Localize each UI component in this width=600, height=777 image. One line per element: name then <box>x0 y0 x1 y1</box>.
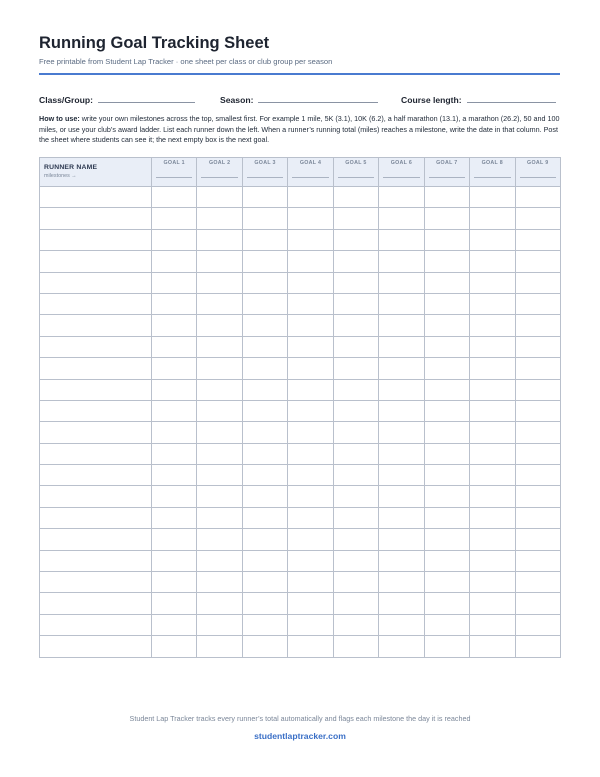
goal-date-cell[interactable] <box>242 443 287 464</box>
goal-date-cell[interactable] <box>152 614 197 635</box>
goal-date-cell[interactable] <box>515 400 561 421</box>
goal-date-cell[interactable] <box>515 251 561 272</box>
goal-date-cell[interactable] <box>242 572 287 593</box>
goal-date-cell[interactable] <box>197 358 242 379</box>
goal-milestone-blank[interactable] <box>429 177 465 178</box>
table-body <box>40 187 561 658</box>
goal-date-cell[interactable] <box>333 550 378 571</box>
goal-date-cell[interactable] <box>470 465 515 486</box>
goal-label: GOAL 2 <box>208 160 231 166</box>
goal-date-cell[interactable] <box>242 422 287 443</box>
goal-header-5 <box>333 158 378 187</box>
goal-date-cell[interactable] <box>379 636 424 657</box>
goal-date-cell[interactable] <box>197 614 242 635</box>
page-title: Running Goal Tracking Sheet <box>39 34 270 52</box>
runner-name-cell[interactable] <box>40 272 152 293</box>
goal-date-cell[interactable] <box>197 336 242 357</box>
goal-header-3 <box>242 158 287 187</box>
goal-date-cell[interactable] <box>152 486 197 507</box>
goal-date-cell[interactable] <box>424 400 469 421</box>
runner-name-label: RUNNER NAME <box>44 164 98 171</box>
goal-date-cell[interactable] <box>288 636 333 657</box>
goal-date-cell[interactable] <box>515 208 561 229</box>
goal-date-cell[interactable] <box>288 336 333 357</box>
goal-header-7 <box>424 158 469 187</box>
table-row <box>40 379 561 400</box>
goal-date-cell[interactable] <box>333 507 378 528</box>
goal-date-cell[interactable] <box>333 293 378 314</box>
goal-date-cell[interactable] <box>379 187 424 208</box>
goal-date-cell[interactable] <box>515 465 561 486</box>
goal-date-cell[interactable] <box>333 315 378 336</box>
goal-date-cell[interactable] <box>152 251 197 272</box>
goal-date-cell[interactable] <box>379 465 424 486</box>
goal-date-cell[interactable] <box>379 251 424 272</box>
goal-date-cell[interactable] <box>242 336 287 357</box>
goal-date-cell[interactable] <box>470 315 515 336</box>
goal-date-cell[interactable] <box>379 550 424 571</box>
goal-date-cell[interactable] <box>197 272 242 293</box>
goal-date-cell[interactable] <box>470 208 515 229</box>
table-row <box>40 315 561 336</box>
goal-milestone-blank[interactable] <box>383 177 419 178</box>
course-length-blank <box>467 93 556 103</box>
goal-date-cell[interactable] <box>242 636 287 657</box>
goal-date-cell[interactable] <box>333 486 378 507</box>
table-row <box>40 422 561 443</box>
goal-date-cell[interactable] <box>242 315 287 336</box>
table-row <box>40 336 561 357</box>
goal-header-9 <box>515 158 561 187</box>
goal-date-cell[interactable] <box>197 208 242 229</box>
season-blank <box>258 93 378 103</box>
goal-date-cell[interactable] <box>152 529 197 550</box>
goal-date-cell[interactable] <box>424 465 469 486</box>
goal-date-cell[interactable] <box>152 272 197 293</box>
goal-label: GOAL 1 <box>163 160 185 166</box>
goal-date-cell[interactable] <box>288 550 333 571</box>
goal-date-cell[interactable] <box>197 572 242 593</box>
goal-date-cell[interactable] <box>424 251 469 272</box>
goal-label: GOAL 4 <box>299 160 322 166</box>
goal-date-cell[interactable] <box>197 251 242 272</box>
table-row <box>40 507 561 528</box>
goal-date-cell[interactable] <box>470 336 515 357</box>
goal-date-cell[interactable] <box>515 486 561 507</box>
goal-date-cell[interactable] <box>152 422 197 443</box>
goal-date-cell[interactable] <box>515 614 561 635</box>
goal-date-cell[interactable] <box>515 529 561 550</box>
table-row <box>40 272 561 293</box>
goal-date-cell[interactable] <box>515 293 561 314</box>
runner-name-cell[interactable] <box>40 422 152 443</box>
goal-header-2 <box>197 158 242 187</box>
goal-date-cell[interactable] <box>424 550 469 571</box>
goal-header-4 <box>288 158 333 187</box>
table-row <box>40 529 561 550</box>
goal-date-cell[interactable] <box>288 208 333 229</box>
goal-date-cell[interactable] <box>197 315 242 336</box>
goal-date-cell[interactable] <box>515 593 561 614</box>
table-row <box>40 550 561 571</box>
goal-date-cell[interactable] <box>379 379 424 400</box>
goal-date-cell[interactable] <box>470 293 515 314</box>
goal-milestone-blank[interactable] <box>201 177 237 178</box>
goal-date-cell[interactable] <box>424 379 469 400</box>
goal-date-cell[interactable] <box>152 187 197 208</box>
goal-date-cell[interactable] <box>242 379 287 400</box>
goal-date-cell[interactable] <box>152 336 197 357</box>
table-row <box>40 636 561 657</box>
goal-date-cell[interactable] <box>333 208 378 229</box>
goal-date-cell[interactable] <box>288 486 333 507</box>
class-group-blank <box>98 93 195 103</box>
runner-name-cell[interactable] <box>40 251 152 272</box>
runner-name-cell[interactable] <box>40 315 152 336</box>
goal-date-cell[interactable] <box>424 636 469 657</box>
goal-date-cell[interactable] <box>470 400 515 421</box>
goal-date-cell[interactable] <box>379 529 424 550</box>
goal-date-cell[interactable] <box>288 443 333 464</box>
goal-date-cell[interactable] <box>288 572 333 593</box>
goal-header-1 <box>152 158 197 187</box>
goal-date-cell[interactable] <box>379 486 424 507</box>
table-row <box>40 293 561 314</box>
season-label: Season: <box>220 95 254 105</box>
goal-date-cell[interactable] <box>288 507 333 528</box>
goal-date-cell[interactable] <box>242 229 287 250</box>
table-row <box>40 229 561 250</box>
goal-date-cell[interactable] <box>333 529 378 550</box>
goal-date-cell[interactable] <box>424 507 469 528</box>
goal-date-cell[interactable] <box>197 636 242 657</box>
goal-date-cell[interactable] <box>288 465 333 486</box>
goal-date-cell[interactable] <box>515 187 561 208</box>
goal-milestone-blank[interactable] <box>520 177 557 178</box>
goal-milestone-blank[interactable] <box>156 177 192 178</box>
table-row <box>40 208 561 229</box>
goal-milestone-blank[interactable] <box>292 177 328 178</box>
goal-date-cell[interactable] <box>152 293 197 314</box>
goal-header-8 <box>470 158 515 187</box>
table-row <box>40 593 561 614</box>
goal-milestone-blank[interactable] <box>247 177 283 178</box>
goal-header-6 <box>379 158 424 187</box>
goal-date-cell[interactable] <box>333 272 378 293</box>
goal-date-cell[interactable] <box>379 614 424 635</box>
goal-milestone-blank[interactable] <box>338 177 374 178</box>
goal-date-cell[interactable] <box>424 358 469 379</box>
goal-label: GOAL 5 <box>345 160 367 166</box>
goal-date-cell[interactable] <box>288 422 333 443</box>
goal-date-cell[interactable] <box>515 443 561 464</box>
runner-name-cell[interactable] <box>40 400 152 421</box>
goal-date-cell[interactable] <box>333 593 378 614</box>
goal-date-cell[interactable] <box>424 208 469 229</box>
goal-date-cell[interactable] <box>470 229 515 250</box>
table-row <box>40 251 561 272</box>
goal-date-cell[interactable] <box>242 272 287 293</box>
goal-date-cell[interactable] <box>470 358 515 379</box>
goal-date-cell[interactable] <box>470 422 515 443</box>
goal-date-cell[interactable] <box>470 550 515 571</box>
goal-date-cell[interactable] <box>470 486 515 507</box>
goal-date-cell[interactable] <box>424 272 469 293</box>
table-row <box>40 614 561 635</box>
runner-name-cell[interactable] <box>40 293 152 314</box>
goal-date-cell[interactable] <box>288 293 333 314</box>
footer-note: Student Lap Tracker tracks every runner’s total automatically and flags each milestone the day it is reached <box>129 714 471 723</box>
goal-date-cell[interactable] <box>379 293 424 314</box>
runner-name-cell[interactable] <box>40 529 152 550</box>
goal-date-cell[interactable] <box>242 465 287 486</box>
goal-date-cell[interactable] <box>197 507 242 528</box>
goal-date-cell[interactable] <box>515 336 561 357</box>
goal-date-cell[interactable] <box>515 358 561 379</box>
goal-date-cell[interactable] <box>197 465 242 486</box>
goal-date-cell[interactable] <box>379 229 424 250</box>
class-group-label: Class/Group: <box>39 95 93 105</box>
goal-date-cell[interactable] <box>288 358 333 379</box>
goal-date-cell[interactable] <box>197 400 242 421</box>
runner-name-cell[interactable] <box>40 507 152 528</box>
goal-date-cell[interactable] <box>470 614 515 635</box>
goal-date-cell[interactable] <box>242 187 287 208</box>
page-subtitle: Free printable from Student Lap Tracker · one sheet per class or club group per season <box>39 57 333 66</box>
instructions <box>39 114 560 146</box>
course-length-label: Course length: <box>401 95 462 105</box>
goal-date-cell[interactable] <box>242 507 287 528</box>
runner-name-cell[interactable] <box>40 636 152 657</box>
goal-date-cell[interactable] <box>288 229 333 250</box>
goal-date-cell[interactable] <box>424 614 469 635</box>
goal-date-cell[interactable] <box>379 315 424 336</box>
goal-date-cell[interactable] <box>197 293 242 314</box>
goal-date-cell[interactable] <box>470 572 515 593</box>
goal-date-cell[interactable] <box>379 336 424 357</box>
course-length-field <box>401 93 556 105</box>
goal-date-cell[interactable] <box>515 422 561 443</box>
goal-date-cell[interactable] <box>242 358 287 379</box>
goal-date-cell[interactable] <box>152 400 197 421</box>
footer-link[interactable]: studentlaptracker.com <box>254 731 346 741</box>
goal-date-cell[interactable] <box>333 422 378 443</box>
goal-date-cell[interactable] <box>333 336 378 357</box>
goal-date-cell[interactable] <box>515 229 561 250</box>
goal-date-cell[interactable] <box>333 229 378 250</box>
runner-name-cell[interactable] <box>40 229 152 250</box>
goal-date-cell[interactable] <box>515 379 561 400</box>
goal-date-cell[interactable] <box>470 272 515 293</box>
goal-date-cell[interactable] <box>197 550 242 571</box>
goal-date-cell[interactable] <box>333 251 378 272</box>
goal-date-cell[interactable] <box>470 379 515 400</box>
goal-date-cell[interactable] <box>288 187 333 208</box>
goal-date-cell[interactable] <box>152 636 197 657</box>
goal-date-cell[interactable] <box>288 315 333 336</box>
goal-date-cell[interactable] <box>288 272 333 293</box>
goal-date-cell[interactable] <box>379 507 424 528</box>
runner-name-cell[interactable] <box>40 443 152 464</box>
goal-date-cell[interactable] <box>242 293 287 314</box>
goal-date-cell[interactable] <box>333 400 378 421</box>
goal-date-cell[interactable] <box>470 529 515 550</box>
instructions-body: write your own milestones across the top, smallest first. For example 1 mile, 5K (3.1), 10K (6.2), a half marathon (13.1), a marathon (26.2), 50 and 100 miles, or use your club’s award ladder. List each runner down the left. When a runner’s running total (miles) reaches a milestone, write the date in that column. Post the sheet where students can see it; the next empty box is the next goal. <box>39 114 560 145</box>
goal-date-cell[interactable] <box>470 507 515 528</box>
runner-name-cell[interactable] <box>40 465 152 486</box>
goal-label: GOAL 9 <box>527 160 549 166</box>
goal-date-cell[interactable] <box>288 529 333 550</box>
runner-name-cell[interactable] <box>40 614 152 635</box>
goal-date-cell[interactable] <box>197 443 242 464</box>
goal-date-cell[interactable] <box>470 251 515 272</box>
goal-date-cell[interactable] <box>197 486 242 507</box>
goal-date-cell[interactable] <box>424 486 469 507</box>
runner-name-cell[interactable] <box>40 208 152 229</box>
goal-label: GOAL 8 <box>481 160 503 166</box>
goal-date-cell[interactable] <box>152 507 197 528</box>
runner-name-cell[interactable] <box>40 572 152 593</box>
goal-date-cell[interactable] <box>152 229 197 250</box>
goal-date-cell[interactable] <box>288 593 333 614</box>
table-row <box>40 400 561 421</box>
goal-date-cell[interactable] <box>379 593 424 614</box>
header-divider <box>39 73 560 75</box>
instructions-lead: How to use: <box>39 114 80 123</box>
goal-date-cell[interactable] <box>515 272 561 293</box>
goal-date-cell[interactable] <box>242 400 287 421</box>
goal-date-cell[interactable] <box>424 593 469 614</box>
goal-date-cell[interactable] <box>242 529 287 550</box>
goal-date-cell[interactable] <box>152 465 197 486</box>
goal-date-cell[interactable] <box>470 593 515 614</box>
goal-date-cell[interactable] <box>424 293 469 314</box>
goal-date-cell[interactable] <box>197 593 242 614</box>
goal-date-cell[interactable] <box>242 486 287 507</box>
runner-name-cell[interactable] <box>40 187 152 208</box>
goal-date-cell[interactable] <box>242 614 287 635</box>
goal-date-cell[interactable] <box>197 187 242 208</box>
table-row <box>40 187 561 208</box>
class-group-field <box>39 93 195 105</box>
goal-date-cell[interactable] <box>197 422 242 443</box>
goal-date-cell[interactable] <box>515 572 561 593</box>
goal-date-cell[interactable] <box>288 251 333 272</box>
goal-date-cell[interactable] <box>333 614 378 635</box>
table-row <box>40 486 561 507</box>
goal-date-cell[interactable] <box>424 529 469 550</box>
goal-date-cell[interactable] <box>288 400 333 421</box>
goal-date-cell[interactable] <box>288 379 333 400</box>
runner-name-cell[interactable] <box>40 379 152 400</box>
goal-date-cell[interactable] <box>242 593 287 614</box>
runner-name-cell[interactable] <box>40 358 152 379</box>
goal-date-cell[interactable] <box>470 636 515 657</box>
goal-date-cell[interactable] <box>333 358 378 379</box>
runner-name-cell[interactable] <box>40 593 152 614</box>
goal-date-cell[interactable] <box>379 208 424 229</box>
goal-label: GOAL 6 <box>390 160 413 166</box>
table-row <box>40 358 561 379</box>
goal-label: GOAL 3 <box>254 160 276 166</box>
runner-name-cell[interactable] <box>40 336 152 357</box>
goal-date-cell[interactable] <box>152 443 197 464</box>
goal-date-cell[interactable] <box>379 358 424 379</box>
goal-milestone-blank[interactable] <box>474 177 510 178</box>
goal-date-cell[interactable] <box>424 187 469 208</box>
goal-date-cell[interactable] <box>424 315 469 336</box>
goal-date-cell[interactable] <box>333 379 378 400</box>
goal-date-cell[interactable] <box>379 422 424 443</box>
goal-date-cell[interactable] <box>333 187 378 208</box>
goal-date-cell[interactable] <box>197 529 242 550</box>
runner-name-cell[interactable] <box>40 486 152 507</box>
table-row <box>40 465 561 486</box>
runner-name-cell[interactable] <box>40 550 152 571</box>
goal-date-cell[interactable] <box>333 465 378 486</box>
goal-date-cell[interactable] <box>379 443 424 464</box>
goal-label: GOAL 7 <box>436 160 458 166</box>
goal-date-cell[interactable] <box>379 400 424 421</box>
goal-date-cell[interactable] <box>152 593 197 614</box>
goal-date-cell[interactable] <box>152 315 197 336</box>
table-row <box>40 572 561 593</box>
goal-date-cell[interactable] <box>242 208 287 229</box>
goal-date-cell[interactable] <box>288 614 333 635</box>
goal-date-cell[interactable] <box>515 315 561 336</box>
goal-date-cell[interactable] <box>242 550 287 571</box>
goal-date-cell[interactable] <box>424 229 469 250</box>
goal-table <box>39 157 561 658</box>
goal-date-cell[interactable] <box>424 336 469 357</box>
season-field <box>220 93 378 105</box>
goal-date-cell[interactable] <box>152 572 197 593</box>
table-row <box>40 443 561 464</box>
goal-date-cell[interactable] <box>197 379 242 400</box>
goal-date-cell[interactable] <box>197 229 242 250</box>
goal-date-cell[interactable] <box>515 550 561 571</box>
goal-date-cell[interactable] <box>333 636 378 657</box>
goal-date-cell[interactable] <box>424 443 469 464</box>
goal-date-cell[interactable] <box>470 443 515 464</box>
milestones-label: milestones → <box>44 173 77 179</box>
goal-date-cell[interactable] <box>152 358 197 379</box>
runner-name-header <box>40 158 152 187</box>
goal-date-cell[interactable] <box>333 443 378 464</box>
goal-date-cell[interactable] <box>515 507 561 528</box>
goal-date-cell[interactable] <box>333 572 378 593</box>
goal-date-cell[interactable] <box>379 272 424 293</box>
goal-date-cell[interactable] <box>515 636 561 657</box>
goal-date-cell[interactable] <box>242 251 287 272</box>
goal-date-cell[interactable] <box>424 422 469 443</box>
table-header-row <box>40 158 561 187</box>
sheet-fields <box>39 93 560 105</box>
goal-date-cell[interactable] <box>379 572 424 593</box>
goal-date-cell[interactable] <box>424 572 469 593</box>
goal-date-cell[interactable] <box>152 379 197 400</box>
goal-date-cell[interactable] <box>470 187 515 208</box>
goal-date-cell[interactable] <box>152 208 197 229</box>
goal-date-cell[interactable] <box>152 550 197 571</box>
